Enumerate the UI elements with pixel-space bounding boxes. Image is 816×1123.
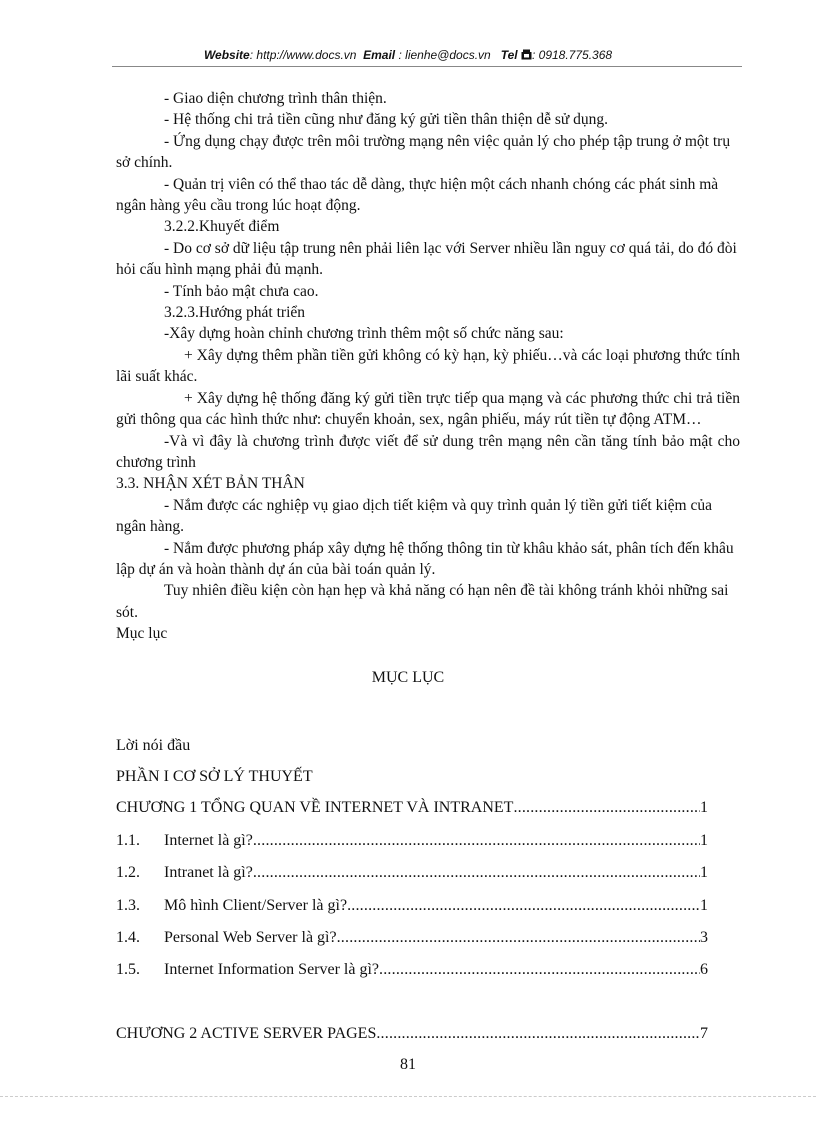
toc-chapter-label: CHƯƠNG 1 TỔNG QUAN VỀ INTERNET VÀ INTRANET	[116, 799, 514, 816]
toc-page-number: 3	[700, 929, 708, 946]
muc-luc-note: Mục lục	[116, 625, 168, 643]
toc-leader	[253, 832, 700, 850]
paragraph: Tuy nhiên điều kiện còn hạn hẹp và khả năng có hạn nên đề tài không tránh khỏi những sai sót.	[116, 582, 729, 621]
toc-leader	[513, 799, 700, 817]
toc-part-1[interactable]: PHẦN I CƠ SỞ LÝ THUYẾT	[116, 768, 313, 785]
tel-value: : 0918.775.368	[531, 48, 613, 62]
paragraph: - Hệ thống chi trả tiền cũng như đăng ký gửi tiền thân thiện dễ sử dụng.	[164, 111, 609, 129]
section-heading-3-2-2: 3.2.2.Khuyết điểm	[164, 218, 280, 236]
email-label: Email	[363, 48, 396, 62]
toc-page-number: 1	[700, 799, 708, 816]
toc-entry-label: Internet là gì?	[164, 832, 253, 849]
toc-entry-1-3[interactable]	[116, 897, 708, 915]
section-heading-3-3: 3.3. NHẬN XÉT BẢN THÂN	[116, 475, 305, 493]
toc-chapter-1[interactable]	[116, 799, 708, 817]
paragraph: - Quản trị viên có thể thao tác dễ dàng, thực hiện một cách nhanh chóng các phát sinh mà ngân hàng yêu cầu trong lúc hoạt động.	[116, 175, 719, 215]
toc-entry-number: 1.4.	[116, 929, 140, 946]
page-header	[0, 48, 816, 63]
header-divider	[112, 66, 742, 67]
paragraph: - Nắm được các nghiệp vụ giao dịch tiết kiệm và quy trình quản lý tiền gửi tiết kiệm của ngân hàng.	[116, 496, 712, 536]
website-value[interactable]: : http://www.docs.vn	[249, 48, 357, 62]
toc-leader	[347, 897, 700, 915]
document-body	[116, 88, 740, 645]
paragraph: - Ứng dụng chạy được trên môi trường mạng nên việc quản lý cho phép tập trung ở một trụ sở chính.	[116, 132, 731, 172]
section-heading-3-2-3: 3.2.3.Hướng phát triển	[164, 304, 306, 322]
paragraph: + Xây dựng thêm phần tiền gửi không có kỳ hạn, kỳ phiếu…và các loại phương thức tính lãi suất khác.	[116, 346, 740, 386]
toc-entry-label: Mô hình Client/Server là gì?	[164, 897, 348, 914]
toc-leader	[337, 929, 700, 947]
tel-label: Tel	[500, 48, 518, 62]
toc-entry-label: Intranet là gì?	[164, 864, 253, 881]
toc-entry-number: 1.2.	[116, 864, 140, 881]
toc-page-number: 1	[700, 864, 708, 881]
toc-entry-number: 1.1.	[116, 832, 140, 849]
toc-page-number: 7	[700, 1025, 708, 1042]
paragraph: - Tính bảo mật chưa cao.	[164, 282, 319, 300]
paragraph: - Do cơ sở dữ liệu tập trung nên phải liên lạc với Server nhiều lần nguy cơ quá tải, do đó đòi hỏi cấu hình mạng phải đủ mạnh.	[116, 239, 737, 279]
page-bottom-divider	[0, 1096, 816, 1097]
website-label: Website	[203, 48, 250, 62]
paragraph: + Xây dựng hệ thống đăng ký gửi tiền trực tiếp qua mạng và các phương thức chi trả tiền gửi thông qua các hình thức như: chuyển khoản, sex, ngân phiếu, máy rút tiền tự động ATM…	[116, 389, 740, 429]
toc-entry-1-4[interactable]	[116, 929, 708, 947]
toc-page-number: 1	[700, 897, 708, 914]
toc-entry-label: Personal Web Server là gì?	[164, 929, 337, 946]
email-value[interactable]: : lienhe@docs.vn	[398, 48, 491, 62]
toc-entry-number: 1.5.	[116, 961, 140, 978]
toc-entry-1-5[interactable]	[116, 961, 708, 979]
toc-entry-label: Internet Information Server là gì?	[164, 961, 380, 978]
toc-page-number: 1	[700, 832, 708, 849]
paragraph: -Xây dựng hoàn chỉnh chương trình thêm một số chức năng sau:	[164, 325, 564, 343]
toc-entry-1-1[interactable]	[116, 832, 708, 850]
toc-leader	[376, 1025, 700, 1043]
paragraph: - Giao diện chương trình thân thiện.	[164, 90, 387, 107]
toc-leader	[253, 864, 700, 882]
toc-entry-number: 1.3.	[116, 897, 140, 914]
toc-chapter-2[interactable]	[116, 1025, 708, 1043]
toc-title: MỤC LỤC	[371, 669, 445, 686]
toc-page-number: 6	[700, 961, 708, 978]
phone-icon	[521, 49, 532, 63]
page-number: 81	[400, 1056, 416, 1073]
toc-intro[interactable]: Lời nói đầu	[116, 737, 191, 754]
toc-chapter-label: CHƯƠNG 2 ACTIVE SERVER PAGES	[116, 1025, 377, 1042]
paragraph: -Và vì đây là chương trình được viết để sử dung trên mạng nên cần tăng tính bảo mật cho chương trình	[116, 432, 740, 471]
toc-leader	[379, 961, 700, 979]
toc-entry-1-2[interactable]	[116, 864, 708, 882]
paragraph: - Nắm được phương pháp xây dựng hệ thống thông tin từ khâu khảo sát, phân tích đến khâu lập dự án và hoàn thành dự án của bài toán quản lý.	[116, 539, 734, 578]
